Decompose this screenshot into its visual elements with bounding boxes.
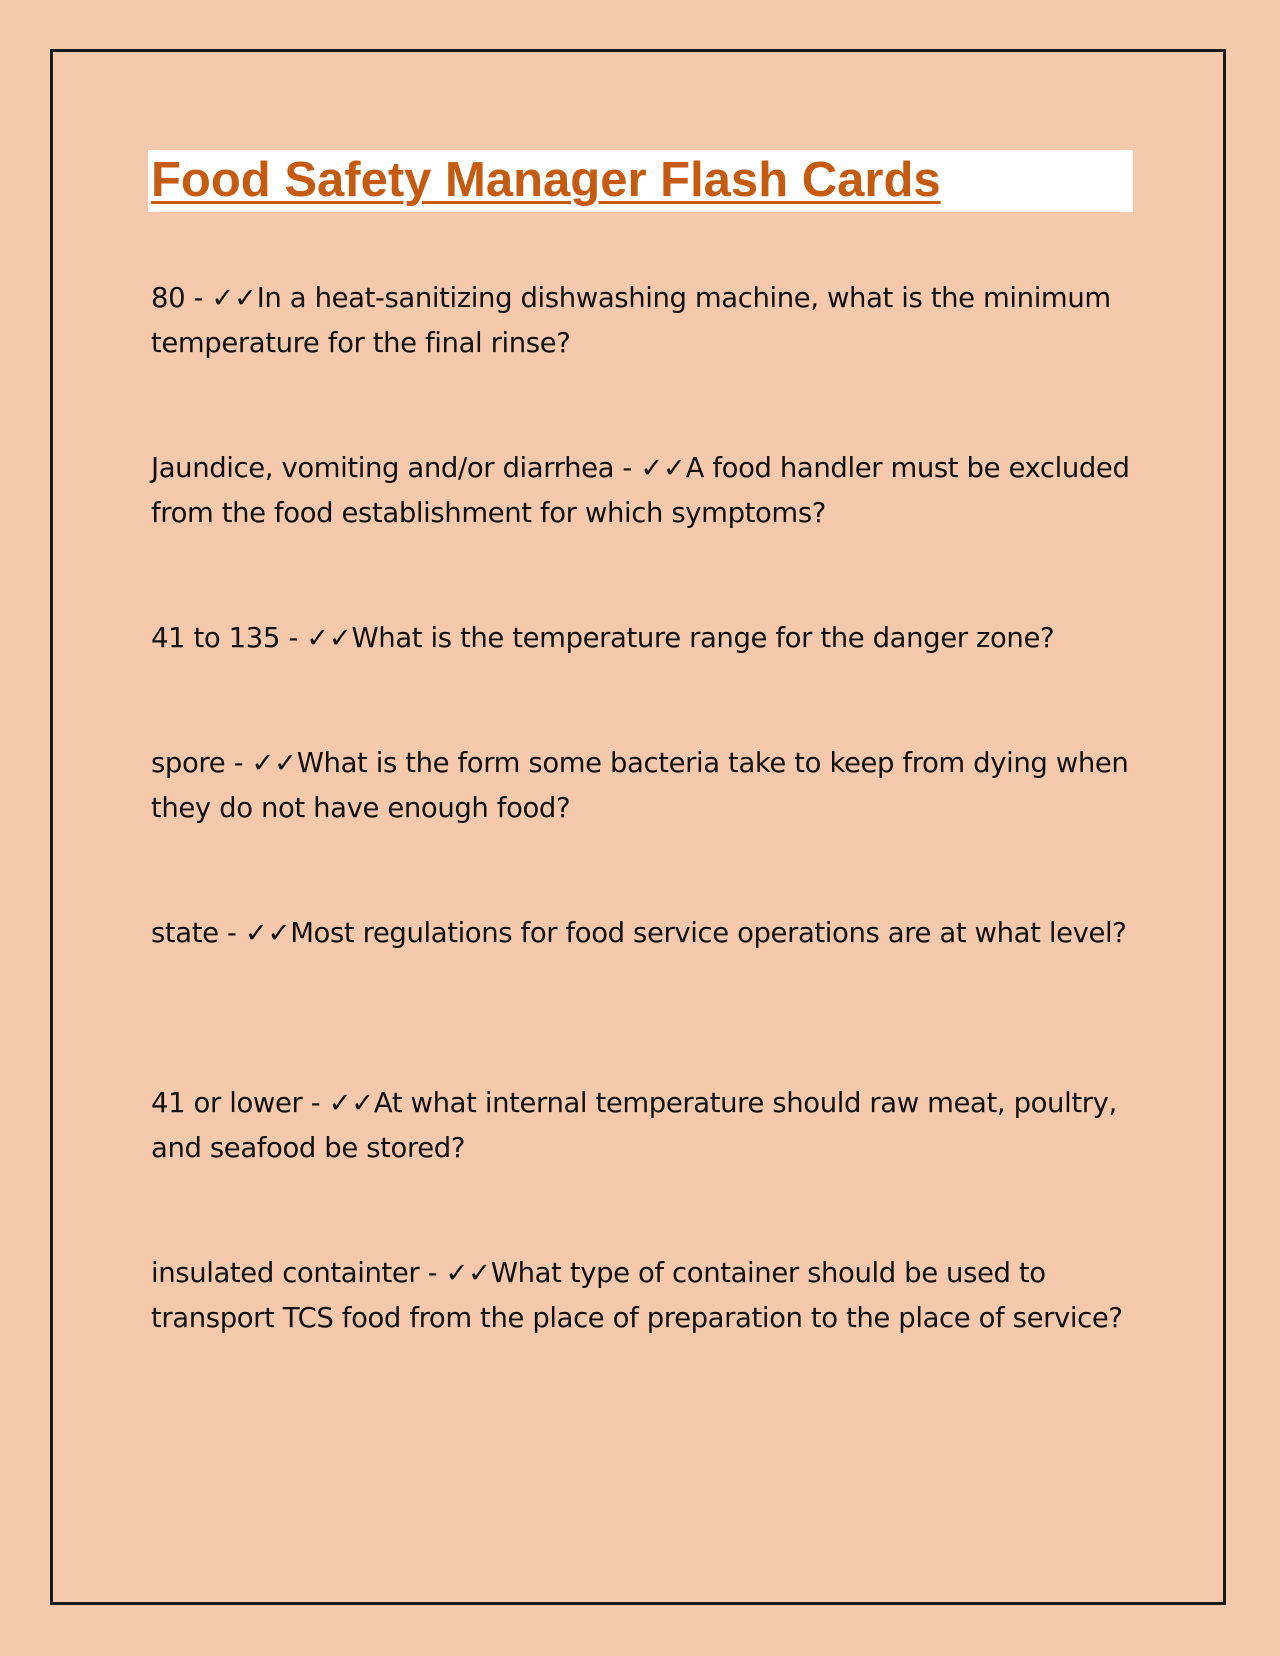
card-separator: - — [419, 1257, 446, 1289]
card-question: A food handler must be excluded from the food establishment for which symptoms? — [151, 452, 1130, 529]
card-question: At what internal temperature should raw meat, poultry, and seafood be stored? — [151, 1087, 1117, 1164]
flash-card — [151, 276, 1141, 365]
flash-card — [151, 1251, 1141, 1340]
card-answer: 41 to 135 — [151, 622, 280, 654]
card-separator: - — [185, 282, 212, 314]
card-answer: Jaundice, vomiting and/or diarrhea — [151, 452, 615, 484]
flash-card — [151, 741, 1141, 830]
flash-card — [151, 616, 1141, 661]
checkmark-icon: ✓✓ — [640, 452, 686, 484]
card-question: Most regulations for food service operations are at what level? — [290, 917, 1127, 949]
flash-card — [151, 1081, 1141, 1170]
card-separator: - — [225, 747, 252, 779]
card-answer: 41 or lower — [151, 1087, 303, 1119]
checkmark-icon: ✓✓ — [445, 1257, 491, 1289]
card-question: What is the temperature range for the danger zone? — [351, 622, 1055, 654]
checkmark-icon: ✓✓ — [328, 1087, 374, 1119]
flash-card — [151, 911, 1141, 956]
document-title: Food Safety Manager Flash Cards — [151, 153, 941, 207]
checkmark-icon: ✓✓ — [306, 622, 352, 654]
card-separator: - — [218, 917, 245, 949]
flash-card — [151, 446, 1141, 535]
card-answer: state — [151, 917, 219, 949]
card-separator: - — [614, 452, 641, 484]
card-question: What is the form some bacteria take to keep from dying when they do not have enough food? — [151, 747, 1129, 824]
card-separator: - — [302, 1087, 329, 1119]
card-answer: insulated containter — [151, 1257, 420, 1289]
card-question: What type of container should be used to transport TCS food from the place of preparation to the place of service? — [151, 1257, 1123, 1334]
card-separator: - — [279, 622, 307, 654]
checkmark-icon: ✓✓ — [251, 747, 297, 779]
card-answer: 80 — [151, 282, 186, 314]
card-question: In a heat-sanitizing dishwashing machine, what is the minimum temperature for the final rinse? — [151, 282, 1111, 359]
checkmark-icon: ✓✓ — [211, 282, 257, 314]
card-answer: spore — [151, 747, 226, 779]
checkmark-icon: ✓✓ — [244, 917, 291, 949]
